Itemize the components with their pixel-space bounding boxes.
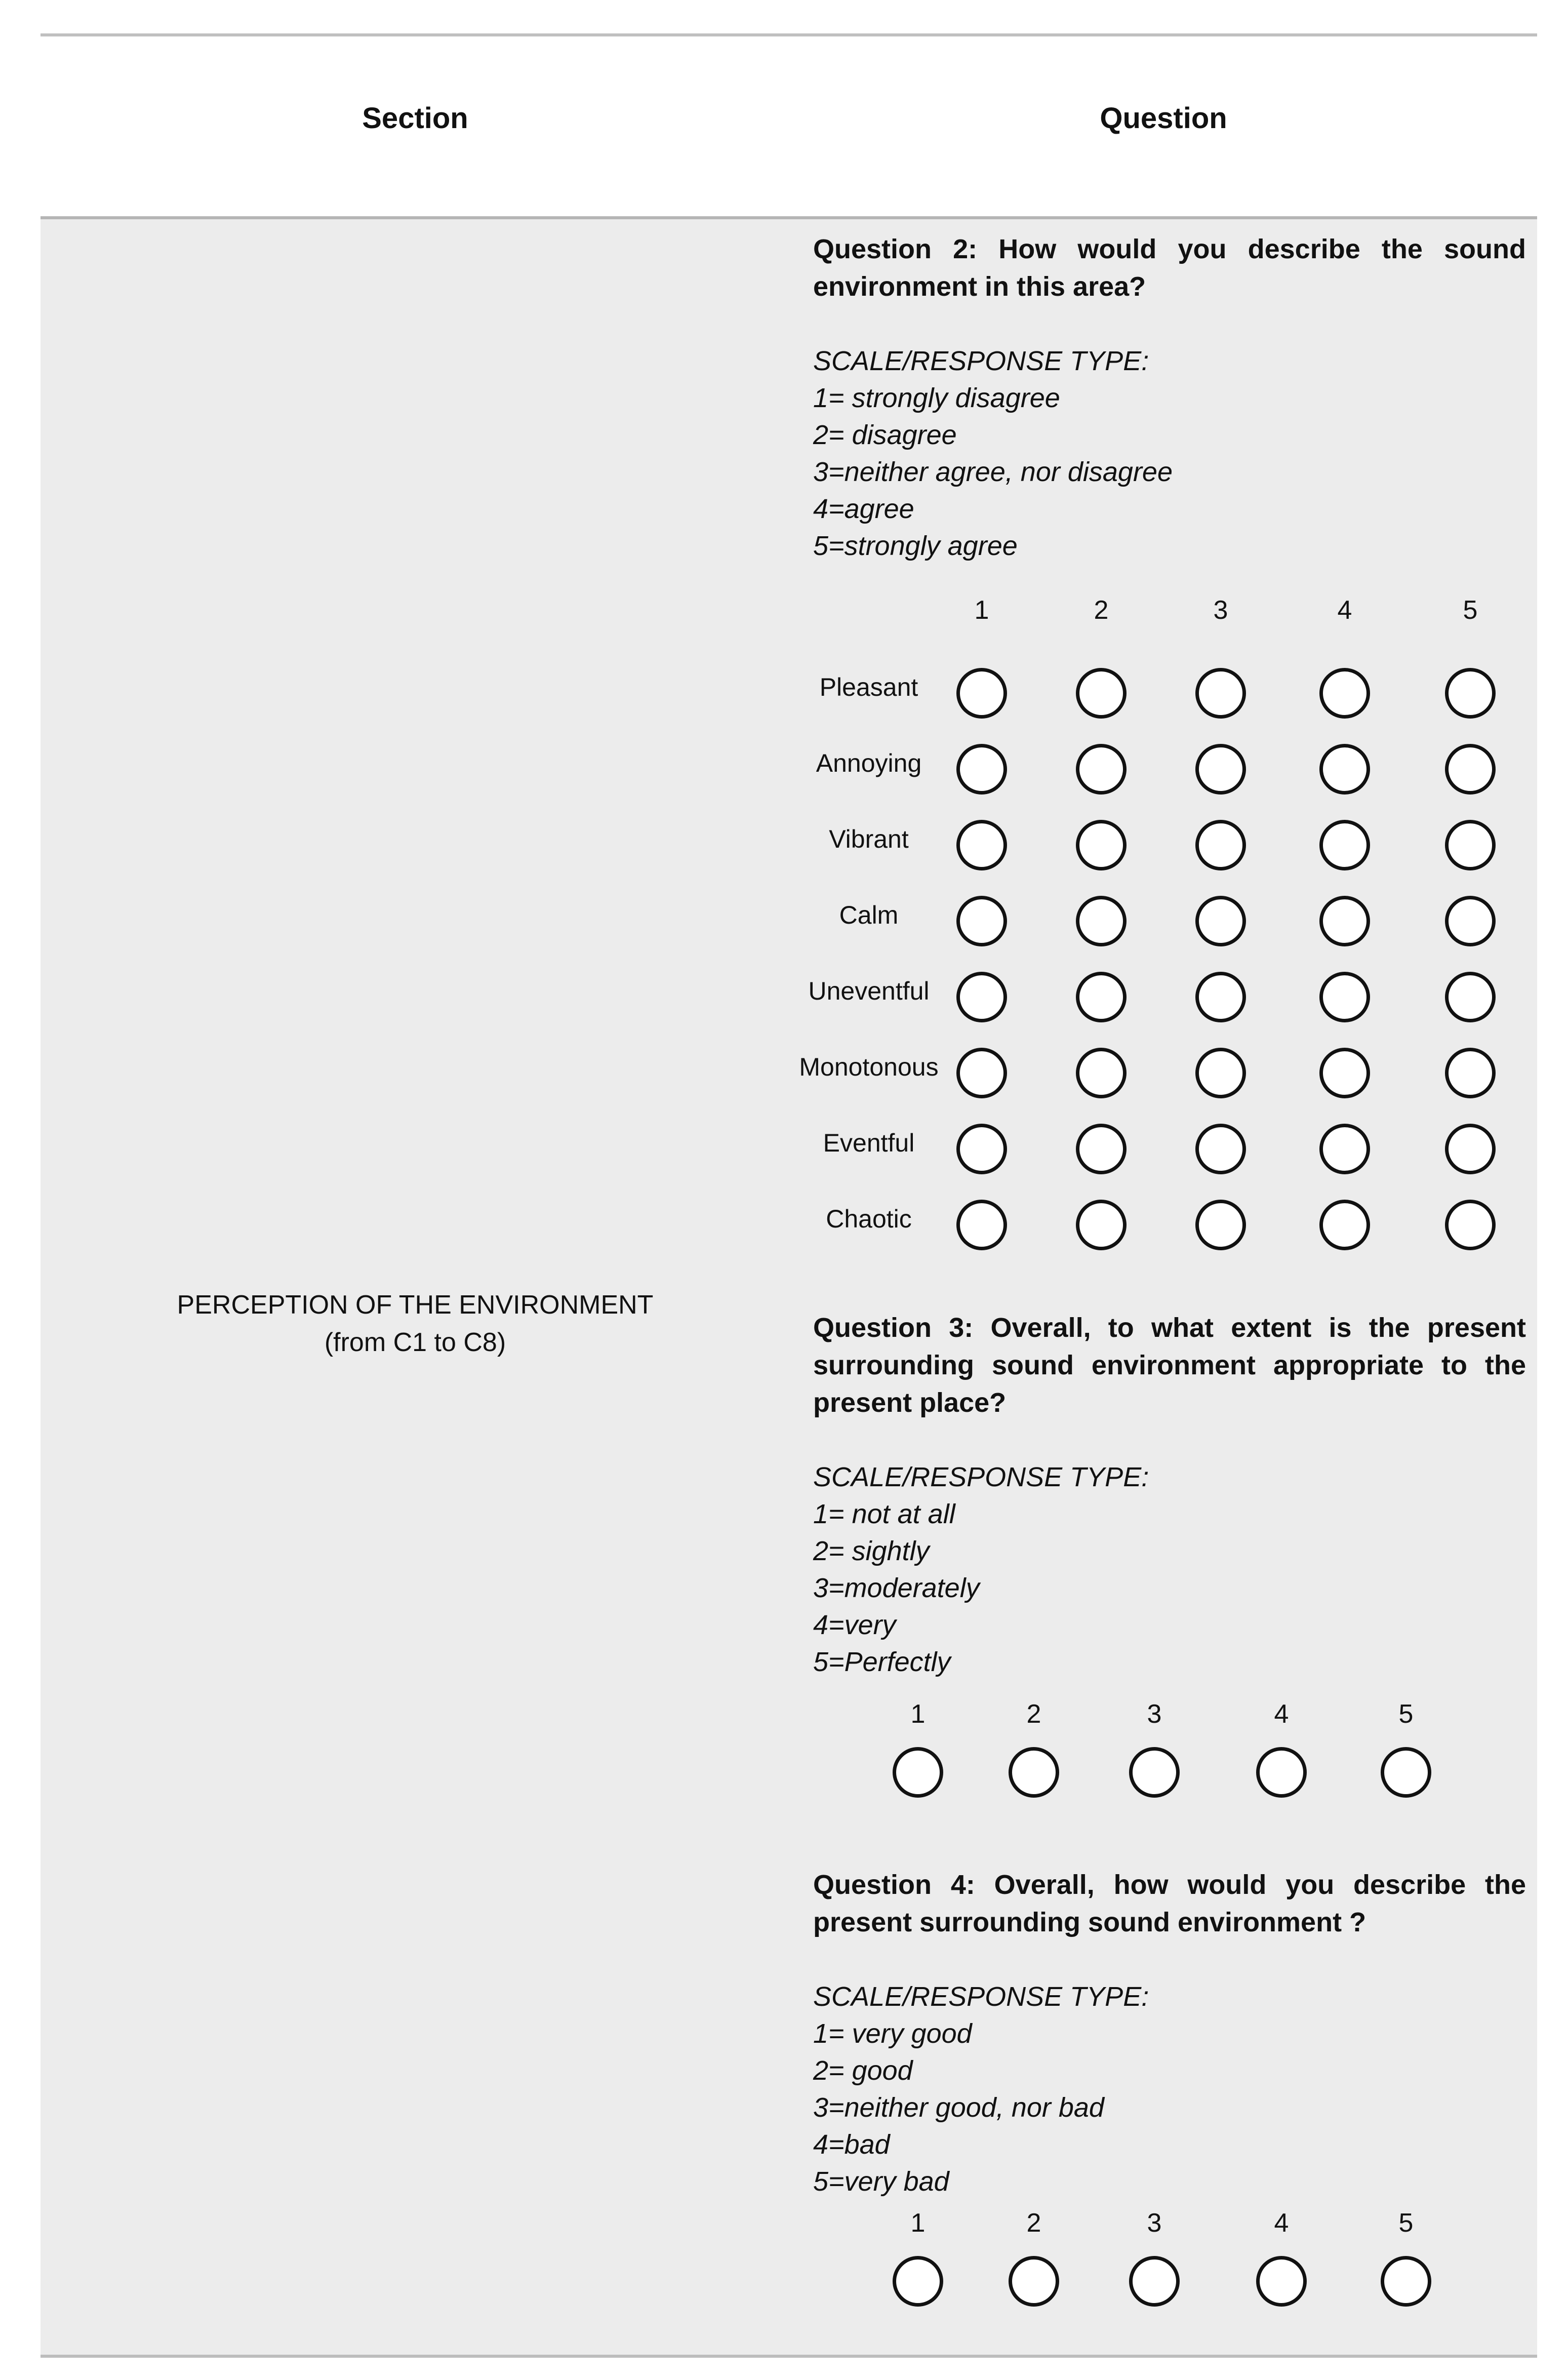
row-label: Eventful [823,1129,915,1157]
scale-option: 3=neither good, nor bad [813,2092,1104,2123]
radio-option[interactable] [1195,896,1246,946]
scale-option: 1= not at all [813,1499,955,1529]
question-3 [813,1309,1526,1681]
scale-label: SCALE/RESPONSE TYPE: [813,346,1149,376]
column-header: 4 [1274,2208,1289,2238]
radio-option[interactable] [1076,820,1127,870]
row-label: Monotonous [799,1053,939,1081]
radio-option[interactable] [1319,1048,1370,1098]
radio-option[interactable] [1319,1124,1370,1174]
section-label [41,1286,790,1361]
radio-option[interactable] [1195,1124,1246,1174]
radio-option[interactable] [1381,1747,1431,1798]
row-label: Uneventful [808,977,930,1005]
row-label: Chaotic [826,1205,912,1233]
radio-option[interactable] [1129,2256,1180,2307]
radio-option[interactable] [1195,1200,1246,1250]
scale-option: 3=moderately [813,1573,980,1603]
radio-option[interactable] [1076,896,1127,946]
radio-option[interactable] [1319,1200,1370,1250]
section-subtitle: (from C1 to C8) [324,1328,506,1357]
radio-option[interactable] [1445,896,1496,946]
radio-option[interactable] [1319,820,1370,870]
scale-option: 2= sightly [813,1536,930,1566]
scale-option: 5=Perfectly [813,1647,951,1677]
column-header: 3 [1147,1699,1162,1729]
column-header: 4 [1274,1699,1289,1729]
question-3-title: Question 3: Overall, to what extent is the present surrounding sound environment appropriate to the present place? [813,1313,1526,1418]
radio-option[interactable] [956,896,1007,946]
scale-option: 4=agree [813,494,914,524]
column-header: 5 [1398,1699,1414,1729]
column-header: 3 [1147,2208,1162,2238]
radio-option[interactable] [1076,668,1127,719]
radio-option[interactable] [1445,1048,1496,1098]
scale-option: 2= disagree [813,420,957,450]
scale-option: 3=neither agree, nor disagree [813,457,1173,487]
radio-option[interactable] [956,1048,1007,1098]
radio-option[interactable] [1319,744,1370,795]
radio-option[interactable] [1195,820,1246,870]
scale-option: 4=very [813,1610,896,1640]
radio-option[interactable] [1076,972,1127,1022]
radio-option[interactable] [956,744,1007,795]
radio-option[interactable] [956,1124,1007,1174]
radio-option[interactable] [1445,820,1496,870]
radio-option[interactable] [1445,1200,1496,1250]
column-header: 5 [1463,596,1478,625]
column-header: 4 [1337,596,1352,625]
scale-label: SCALE/RESPONSE TYPE: [813,1462,1149,1492]
column-header: 5 [1398,2208,1414,2238]
scale-option: 1= very good [813,2018,972,2049]
radio-option[interactable] [1195,744,1246,795]
radio-option[interactable] [1009,2256,1059,2307]
radio-option[interactable] [1445,744,1496,795]
radio-option[interactable] [1195,1048,1246,1098]
column-header: 2 [1026,1699,1041,1729]
table-bottom-rule [41,2355,1537,2358]
radio-option[interactable] [1076,1048,1127,1098]
radio-option[interactable] [956,972,1007,1022]
section-title: PERCEPTION OF THE ENVIRONMENT [177,1290,654,1320]
radio-option[interactable] [1256,1747,1307,1798]
radio-option[interactable] [956,668,1007,719]
scale-option: 4=bad [813,2129,890,2160]
radio-option[interactable] [893,1747,943,1798]
column-header: 1 [910,1699,926,1729]
header-question: Question [1100,102,1227,135]
radio-option[interactable] [1319,668,1370,719]
radio-option[interactable] [1009,1747,1059,1798]
question-2-scale [813,343,1526,565]
header-section: Section [362,102,468,135]
column-header: 1 [910,2208,926,2238]
radio-option[interactable] [1256,2256,1307,2307]
question-2 [813,230,1526,565]
table-top-rule [41,33,1537,36]
radio-option[interactable] [1195,972,1246,1022]
scale-option: 5=strongly agree [813,531,1018,561]
radio-option[interactable] [1319,896,1370,946]
radio-option[interactable] [956,820,1007,870]
radio-option[interactable] [1076,744,1127,795]
radio-option[interactable] [1195,668,1246,719]
radio-option[interactable] [1319,972,1370,1022]
radio-option[interactable] [1076,1200,1127,1250]
question-4-title: Question 4: Overall, how would you describe the present surrounding sound environment ? [813,1870,1526,1937]
radio-option[interactable] [893,2256,943,2307]
radio-option[interactable] [956,1200,1007,1250]
column-header: 3 [1213,596,1228,625]
radio-option[interactable] [1445,668,1496,719]
scale-option: 5=very bad [813,2166,949,2197]
question-3-scale [813,1459,1526,1681]
scale-label: SCALE/RESPONSE TYPE: [813,1981,1149,2012]
row-label: Vibrant [829,825,909,853]
question-4-scale [813,1978,1526,2200]
column-header: 2 [1094,596,1109,625]
scale-option: 1= strongly disagree [813,383,1060,413]
row-label: Calm [839,901,899,929]
question-2-title: Question 2: How would you describe the sound environment in this area? [813,234,1526,302]
scale-option: 2= good [813,2055,913,2086]
row-label: Annoying [816,749,922,777]
radio-option[interactable] [1129,1747,1180,1798]
question-4 [813,1866,1526,2200]
radio-option[interactable] [1076,1124,1127,1174]
column-header: 1 [974,596,989,625]
radio-option[interactable] [1445,972,1496,1022]
row-label: Pleasant [819,673,918,701]
radio-option[interactable] [1445,1124,1496,1174]
column-header: 2 [1026,2208,1041,2238]
radio-option[interactable] [1381,2256,1431,2307]
